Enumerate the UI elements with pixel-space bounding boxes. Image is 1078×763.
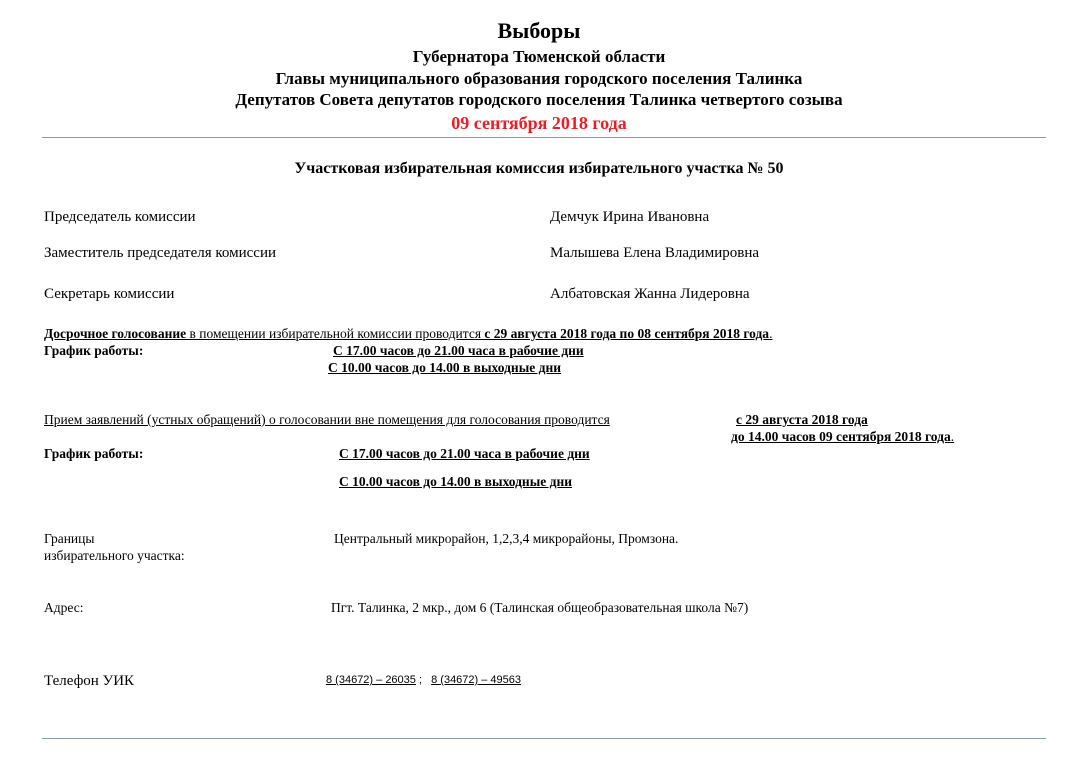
home-voting-text: Прием заявлений (устных обращений) о голосовании вне помещения для голосования проводится (44, 412, 610, 427)
early-voting-period: с 29 августа 2018 года по 08 сентября 2018 года (484, 326, 770, 341)
early-voting-end: . (769, 326, 773, 341)
early-voting-line (44, 326, 772, 342)
member-role: Заместитель председателя комиссии (44, 245, 277, 261)
header-line-governor: Губернатора Тюменской области (412, 47, 666, 66)
header-line-head: Главы муниципального образования городского поселения Талинка (275, 69, 803, 88)
member-name: Малышева Елена Владимировна (550, 245, 760, 261)
boundaries-label-1: Границы (44, 531, 95, 546)
boundaries-value: Центральный микрорайон, 1,2,3,4 микрорайоны, Промзона. (334, 531, 679, 546)
phone-label: Телефон УИК (44, 673, 135, 689)
phone-number: 8 (34672) – 49563 (431, 674, 522, 686)
election-date: 09 сентября 2018 года (451, 113, 627, 133)
top-divider (42, 137, 1046, 138)
member-name: Демчук Ирина Ивановна (550, 209, 710, 225)
boundaries-label-2: избирательного участка: (44, 548, 185, 563)
bottom-divider (42, 738, 1046, 739)
home-voting-to-end: . (950, 429, 955, 444)
phone-separator: ; (415, 674, 423, 686)
early-voting-text: в помещении избирательной комиссии проводится (186, 326, 485, 341)
phone-number: 8 (34672) – 26035 (326, 674, 416, 686)
member-role: Секретарь комиссии (44, 286, 175, 302)
early-schedule-label: График работы: (44, 343, 144, 358)
home-schedule-weekdays: С 17.00 часов до 21.00 часа в рабочие дни (339, 446, 590, 461)
member-name: Албатовская Жанна Лидеровна (550, 286, 750, 302)
header-line-deputies: Депутатов Совета депутатов городского поселения Талинка четвертого созыва (235, 90, 843, 109)
home-schedule-weekends: С 10.00 часов до 14.00 в выходные дни (339, 474, 573, 489)
phone-numbers (320, 674, 521, 686)
home-voting-from: с 29 августа 2018 года (736, 412, 868, 427)
early-voting-label: Досрочное голосование (44, 326, 187, 341)
member-role: Председатель комиссии (44, 209, 196, 225)
home-schedule-label: График работы: (44, 446, 144, 461)
early-schedule-weekends: С 10.00 часов до 14.00 в выходные дни (328, 360, 562, 375)
commission-title: Участковая избирательная комиссия избирательного участка № 50 (294, 160, 784, 177)
document-title: Выборы (497, 18, 581, 43)
early-schedule-weekdays: С 17.00 часов до 21.00 часа в рабочие дни (333, 343, 584, 358)
home-voting-to: до 14.00 часов 09 сентября 2018 года (731, 429, 951, 444)
home-voting-to-line (731, 429, 954, 445)
address-value: Пгт. Талинка, 2 мкр., дом 6 (Талинская общеобразовательная школа №7) (331, 600, 749, 615)
address-label: Адрес: (44, 600, 84, 615)
